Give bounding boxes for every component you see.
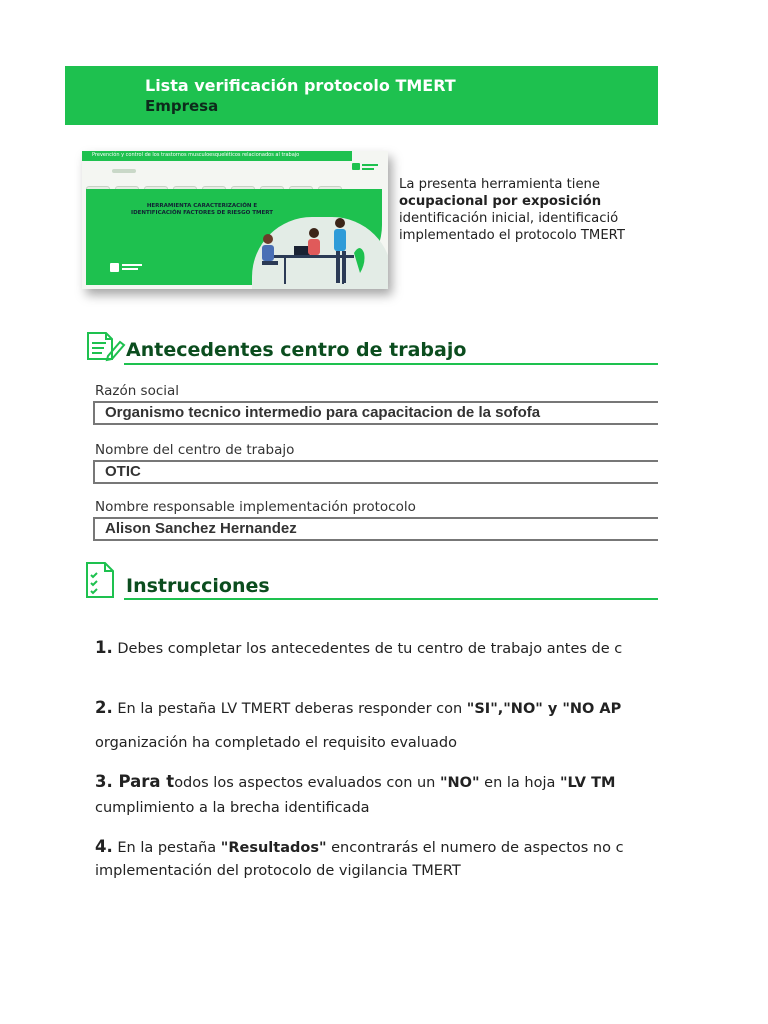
instruction-2-options: "SI","NO" y "NO AP xyxy=(466,701,622,717)
instruction-1-text: Debes completar los antecedentes de tu centro de trabajo antes de c xyxy=(117,641,623,657)
achs-logo-small xyxy=(352,159,380,179)
preview-pill xyxy=(112,169,136,173)
preview-top-bar xyxy=(82,151,352,161)
instruction-2-line-2: organización ha completado el requisito evaluado xyxy=(95,735,457,751)
intro-line-1: La presenta herramienta tiene xyxy=(399,177,601,192)
responsable-field[interactable]: Alison Sanchez Hernandez xyxy=(93,517,658,541)
instruction-1-number: 1. xyxy=(95,638,113,657)
instruction-2-number: 2. xyxy=(95,698,113,717)
intro-line-3: identificación inicial, identificació xyxy=(399,211,619,226)
instruction-3-no: "NO" xyxy=(439,775,480,791)
instruction-4-post: encontrarás el numero de aspectos no c xyxy=(326,840,624,856)
razon-social-field[interactable]: Organismo tecnico intermedio para capacitacion de la sofofa xyxy=(93,401,658,425)
instruction-4-number: 4. xyxy=(95,837,113,856)
instruction-4-resultados: "Resultados" xyxy=(220,840,327,856)
banner-title: Lista verificación protocolo TMERT xyxy=(145,76,456,95)
responsable-label: Nombre responsable implementación protocolo xyxy=(95,499,416,515)
instrucciones-title: Instrucciones xyxy=(126,575,270,597)
centro-trabajo-field[interactable]: OTIC xyxy=(93,460,658,484)
preview-top-bar-text: Prevención y control de los trastornos musculoesqueléticos relacionados al trabajo xyxy=(92,152,300,158)
instruction-3-text: odos los aspectos evaluados con un xyxy=(174,775,440,791)
intro-line-2: ocupacional por exposición xyxy=(399,194,602,209)
people-working-illustration-icon xyxy=(254,213,374,287)
banner-subtitle: Empresa xyxy=(145,97,219,115)
antecedentes-section-header xyxy=(84,330,658,370)
antecedentes-underline xyxy=(124,363,658,365)
instruction-1 xyxy=(95,636,658,661)
instruction-3-line-2: cumplimiento a la brecha identificada xyxy=(95,800,370,816)
instruction-3-sheet: "LV TM xyxy=(560,775,616,791)
instruction-4 xyxy=(95,835,658,860)
instruction-3 xyxy=(95,770,658,795)
header-banner xyxy=(65,66,658,125)
intro-line-4: implementado el protocolo TMERT xyxy=(399,228,625,243)
preview-heading: HERRAMIENTA CARACTERIZACIÓN E IDENTIFICACIÓN FACTORES DE RIESGO TMERT xyxy=(131,203,273,216)
centro-trabajo-label: Nombre del centro de trabajo xyxy=(95,442,295,458)
instruction-3-number: 3. Para t xyxy=(95,772,175,791)
instruction-4-text: En la pestaña xyxy=(117,840,221,856)
instruction-2 xyxy=(95,696,658,721)
instruction-2-text: En la pestaña LV TMERT deberas responder con xyxy=(117,701,467,717)
instrucciones-underline xyxy=(124,598,658,600)
intro-paragraph xyxy=(399,176,658,244)
checklist-icon xyxy=(84,561,124,601)
achs-logo-icon xyxy=(110,261,150,275)
instruction-4-line-2: implementación del protocolo de vigilancia TMERT xyxy=(95,863,461,879)
instrucciones-section-header xyxy=(84,561,658,603)
tool-preview-image xyxy=(82,151,388,289)
instruction-3-mid: en la hoja xyxy=(479,775,560,791)
form-edit-icon xyxy=(84,330,126,364)
razon-social-label: Razón social xyxy=(95,383,180,399)
antecedentes-title: Antecedentes centro de trabajo xyxy=(126,339,467,361)
preview-nav xyxy=(86,179,356,186)
